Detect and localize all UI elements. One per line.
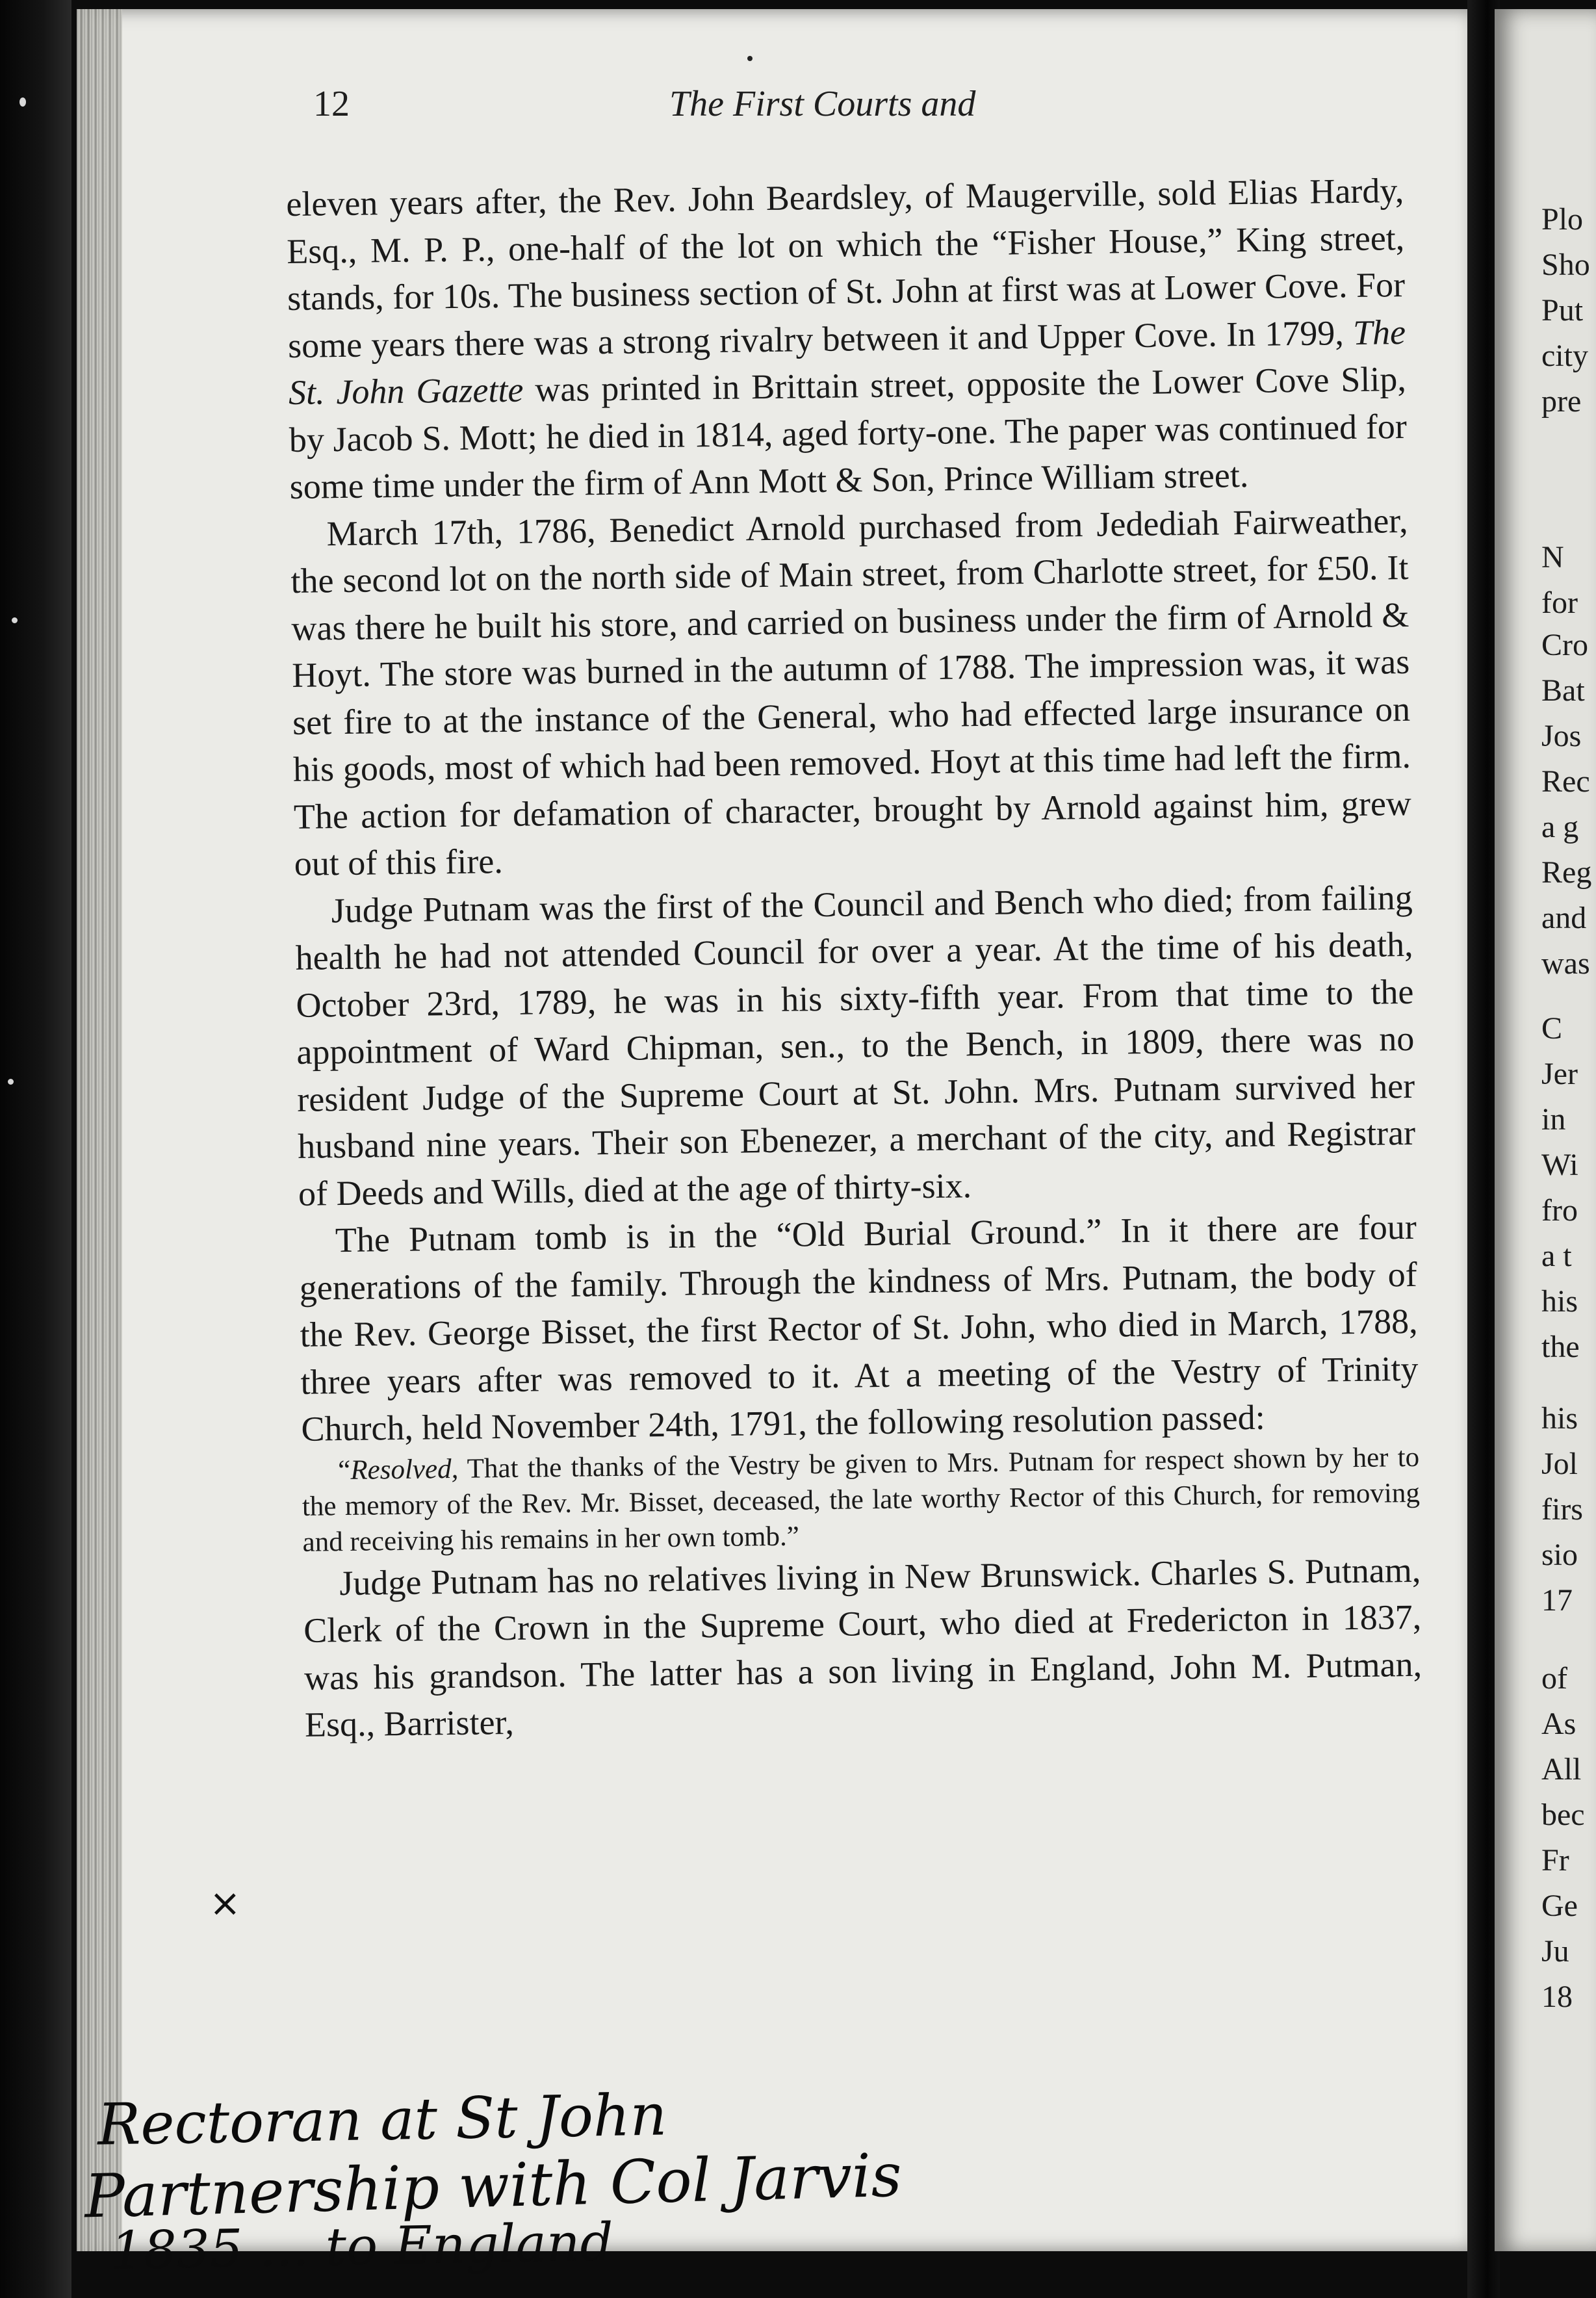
- paragraph-4: The Putnam tomb is in the “Old Burial Ground.” In it there are four generations of the family. Through the kindness of Mrs. Putnam, the body of the Rev. George Bisset, the first Rector of St. John, who died in March, 1788, three years after was removed to it. At a meeting of the Vestry of Trinity Church, held November 24th, 1791, the following resolution passed:: [299, 1207, 1419, 1449]
- adjacent-page-fragment: Ju: [1541, 1934, 1569, 1969]
- adjacent-page-fragment: N: [1541, 540, 1564, 574]
- paragraph-5: Judge Putnam has no relatives living in New Brunswick. Charles S. Putnam, Clerk of the Crown in the Supreme Court, who died at Fredericton in 1837, was his grandson. The latter has a son living in England, John M. Putman, Esq., Barrister,: [303, 1550, 1422, 1744]
- adjacent-page-fragment: fro: [1541, 1193, 1578, 1228]
- paragraph-2: March 17th, 1786, Benedict Arnold purchased from Jedediah Fairweather, the second lot on the north side of Main street, from Charlotte street, for £50. It was there he built his store, and carried on business under the firm of Arnold & Hoyt. The store was burned in the autumn of 1788. The impression was, it was set fire to at the instance of the General, who had effected large insurance on his goods, most of which had been removed. Hoyt at this time had left the firm. The action for defamation of character, brought by Arnold against him, grew out of this fire.: [290, 500, 1412, 883]
- adjacent-page-fragment: pre: [1541, 384, 1582, 419]
- handwritten-line-3: 1835 ... to England: [110, 2212, 614, 2281]
- adjacent-page-fragment: Reg: [1541, 855, 1592, 890]
- paragraph-1: [286, 167, 1408, 510]
- adjacent-page-fragment: 17: [1541, 1583, 1573, 1618]
- adjacent-page-fragment: sio: [1541, 1538, 1578, 1572]
- scan-speck: [19, 97, 26, 107]
- adjacent-page-fragment: a t: [1541, 1239, 1572, 1273]
- adjacent-page: [1495, 9, 1596, 2251]
- adjacent-page-fragment: As: [1541, 1707, 1577, 1741]
- adjacent-page-fragment: Sho: [1541, 248, 1590, 282]
- adjacent-page-fragment: his: [1541, 1401, 1578, 1436]
- running-title: The First Courts and: [669, 84, 976, 124]
- adjacent-page-fragment: Ge: [1541, 1889, 1578, 1923]
- quote-resolved-word: Resolved,: [350, 1453, 459, 1486]
- page-number: 12: [313, 84, 350, 124]
- adjacent-page-fragment: Fr: [1541, 1843, 1569, 1878]
- adjacent-page-fragment: Jer: [1541, 1057, 1578, 1091]
- adjacent-page-fragment: Cro: [1541, 628, 1588, 662]
- quote-text: That the thanks of the Vestry be given to Mrs. Putnam for respect shown by her to the memory of the Rev. Mr. Bisset, deceased, the late worthy Rector of this Church, for removing and receiving his remains in her own tomb.”: [302, 1441, 1421, 1558]
- scan-speck: [8, 1079, 14, 1085]
- paragraph-1-part-a: eleven years after, the Rev. John Beardsley, of Maugerville, sold Elias Hardy, Esq., M. P. P., one-half of the lot on which the “Fisher House,” King street, stands, for 10s. The business section of St. John at first was at Lower Cove. For some years there was a strong rivalry between it and Upper Cove. In 1799,: [286, 170, 1406, 365]
- paragraph-3: Judge Putnam was the first of the Council and Bench who died; from failing health he had not attended Council for over a year. At the time of his death, October 23rd, 1789, he was in his sixty-fifth year. From that time to the appointment of Ward Chipman, sen., to the Bench, in 1809, there was no resident Judge of the Supreme Court at St. John. Mrs. Putnam survived her husband nine years. Their son Ebenezer, a merchant of the city, and Registrar of Deeds and Wills, died at the age of thirty-six.: [295, 877, 1416, 1213]
- resolution-quote: [302, 1439, 1421, 1560]
- adjacent-page-fragment: Put: [1541, 293, 1584, 328]
- page-edge-stack: [77, 9, 122, 2251]
- adjacent-page-fragment: in: [1541, 1102, 1566, 1137]
- adjacent-page-fragment: Bat: [1541, 673, 1585, 708]
- gazette-title: The St. John Gazette: [288, 312, 1406, 412]
- adjacent-page-fragment: his: [1541, 1284, 1578, 1319]
- paragraph-1-part-b: was printed in Brittain street, opposite the Lower Cove Slip, by Jacob S. Mott; he died in 1814, aged forty-one. The paper was continued for some time under the firm of Ann Mott & Son, Prince William street.: [289, 359, 1408, 506]
- adjacent-page-fragment: Jol: [1541, 1447, 1578, 1481]
- adjacent-page-fragment: 18: [1541, 1980, 1573, 2014]
- adjacent-page-fragment: All: [1541, 1752, 1582, 1787]
- adjacent-page-fragment: Rec: [1541, 764, 1590, 799]
- scan-speck: [747, 56, 753, 61]
- adjacent-page-fragment: city: [1541, 339, 1588, 373]
- handwritten-line-1: Rectoran at St John: [97, 2081, 668, 2158]
- page-body: [286, 167, 1422, 1748]
- adjacent-page-fragment: the: [1541, 1330, 1580, 1364]
- scan-border-left: [0, 0, 71, 2298]
- margin-x-mark: ×: [209, 1881, 241, 1925]
- adjacent-page-fragment: was: [1541, 946, 1590, 981]
- adjacent-page-fragment: and: [1541, 901, 1587, 935]
- adjacent-page-fragment: Wi: [1541, 1148, 1578, 1182]
- scan-speck: [12, 617, 18, 623]
- handwritten-notes: [83, 2080, 1449, 2281]
- adjacent-page-fragment: firs: [1541, 1492, 1583, 1527]
- adjacent-page-fragment: for: [1541, 586, 1578, 620]
- adjacent-page-fragment: Plo: [1541, 202, 1584, 237]
- quote-open-mark: “: [337, 1454, 351, 1486]
- adjacent-page-fragment: Jos: [1541, 719, 1582, 753]
- handwritten-line-2: Partnership with Col Jarvis: [83, 2140, 903, 2232]
- adjacent-page-fragment: bec: [1541, 1798, 1585, 1832]
- adjacent-page-fragment: a g: [1541, 810, 1579, 844]
- adjacent-page-fragment: C: [1541, 1011, 1563, 1046]
- adjacent-page-fragment: of: [1541, 1661, 1567, 1696]
